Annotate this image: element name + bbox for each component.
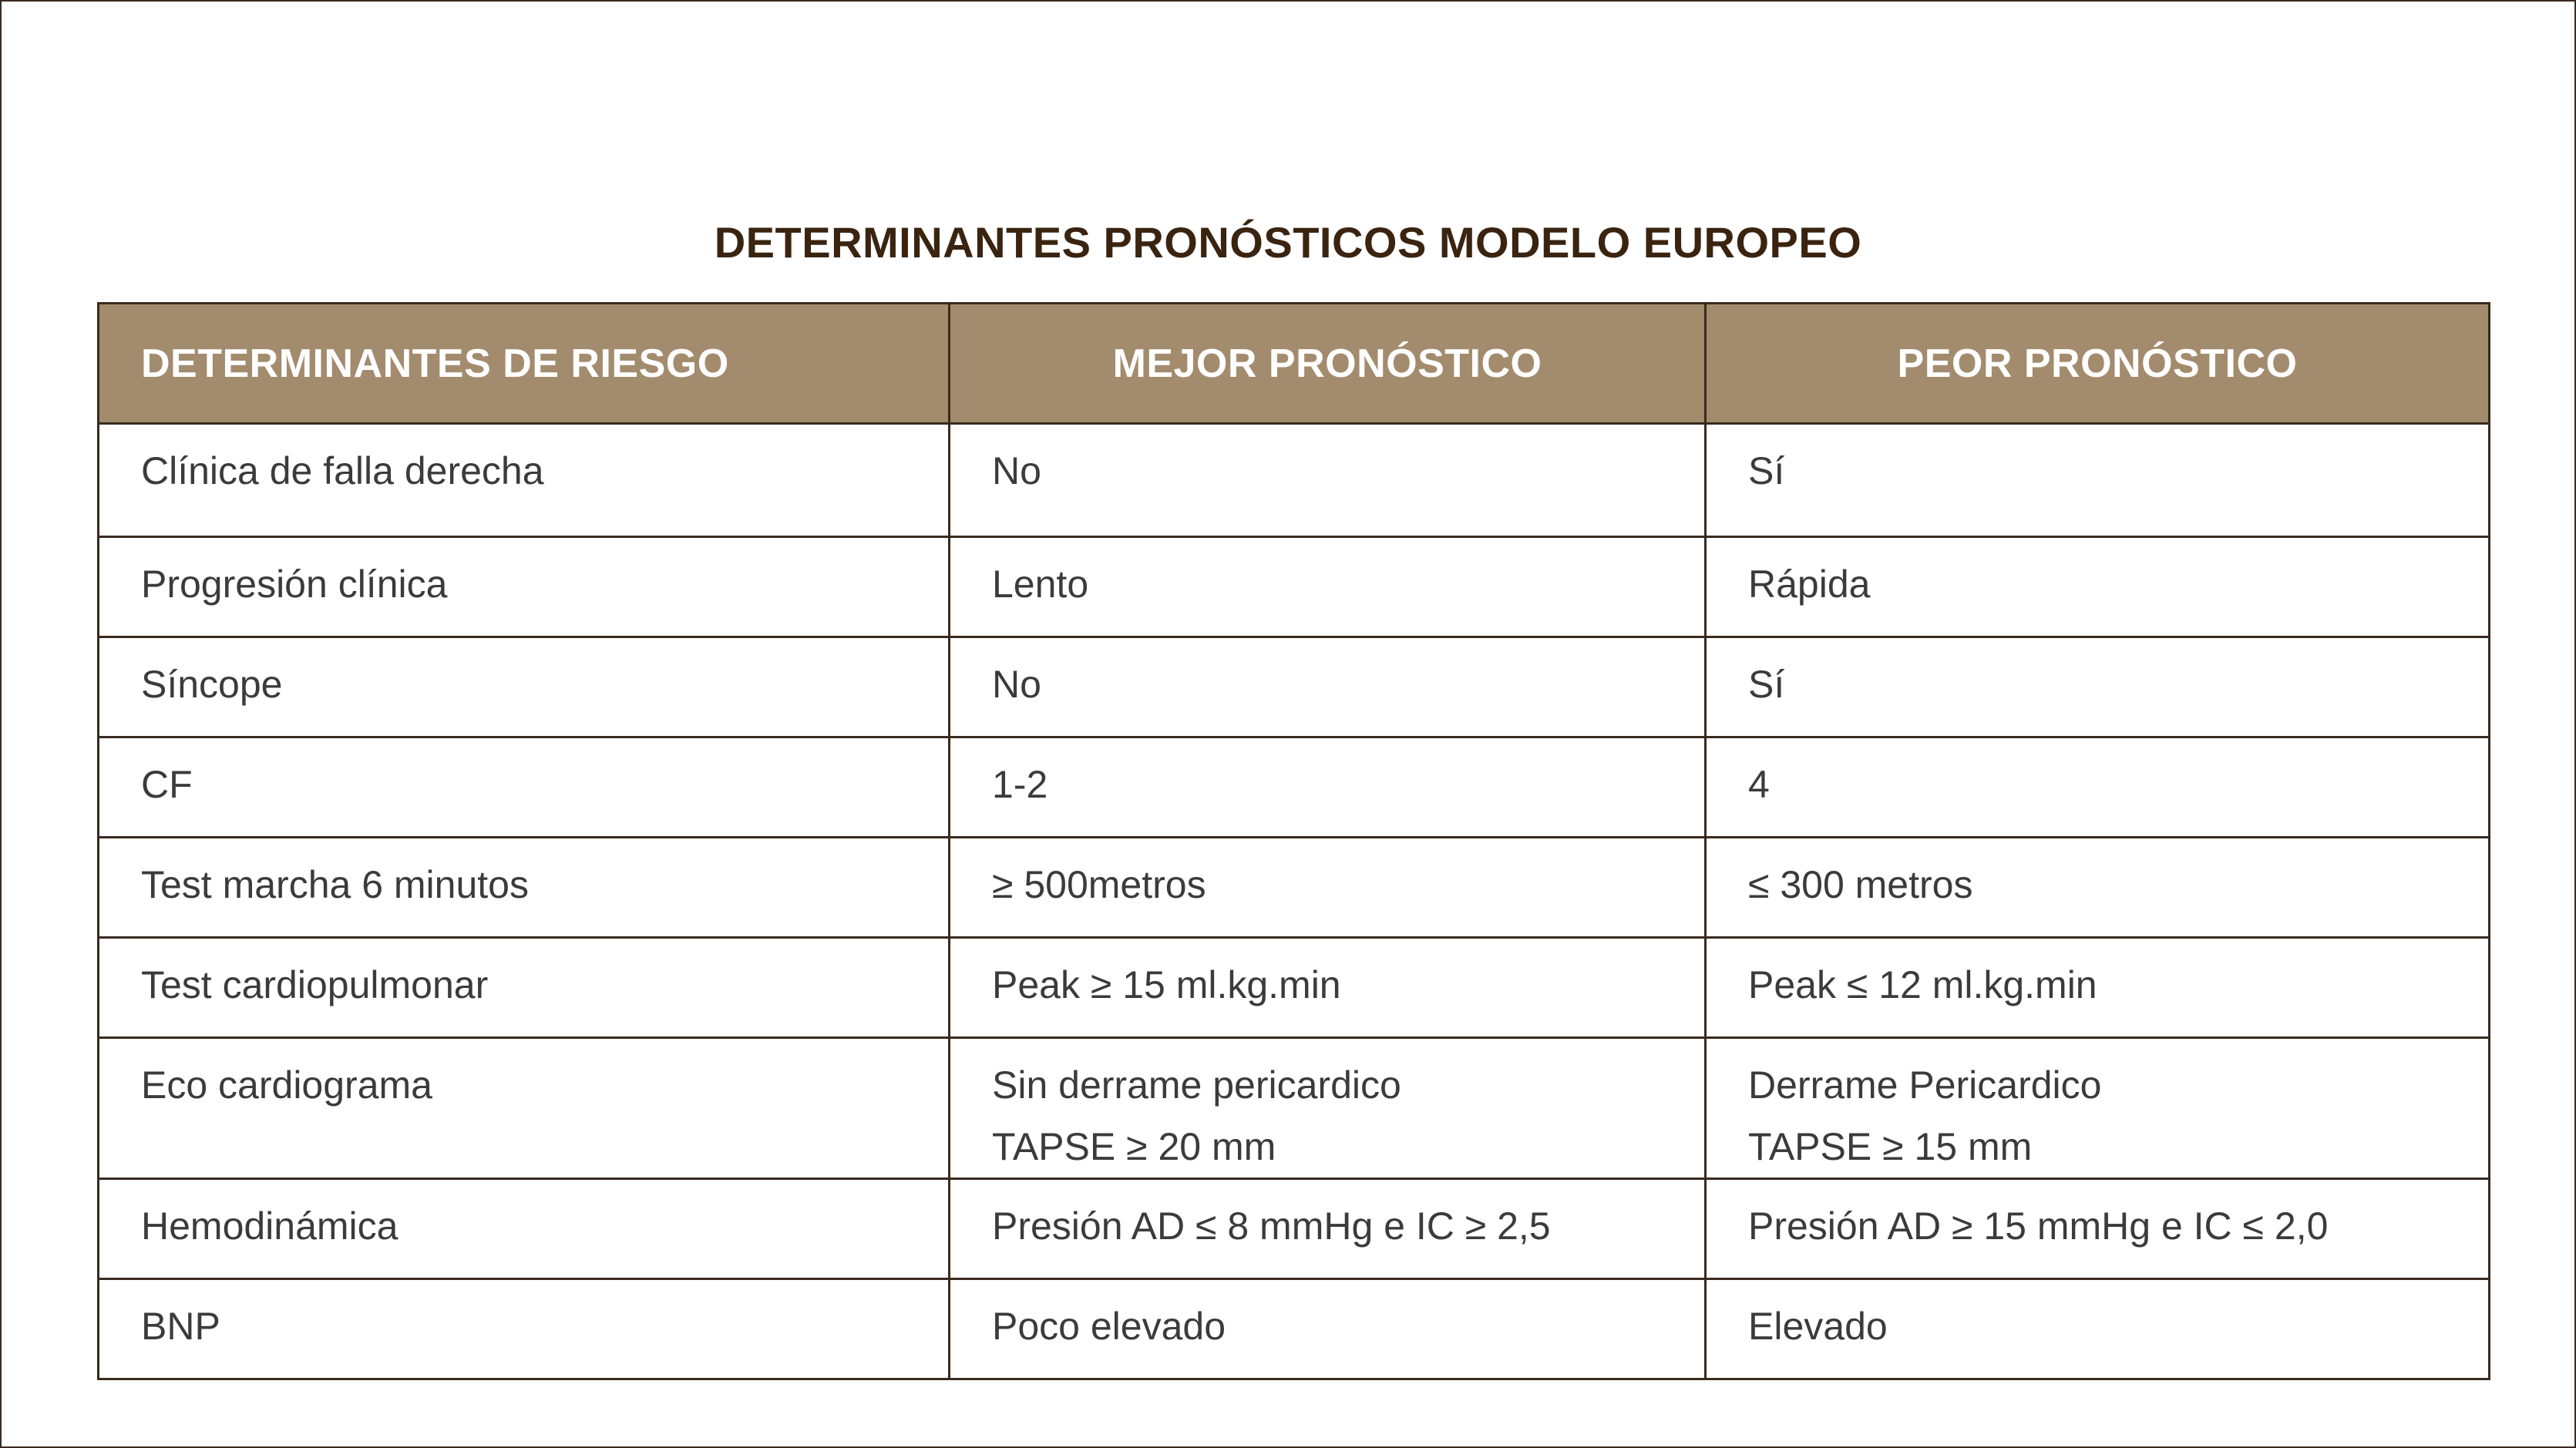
worst-cell (1706, 938, 2490, 1038)
factor-cell: Progresión clínica (99, 537, 950, 637)
factor-cell: Clínica de falla derecha (99, 424, 950, 537)
factor-cell: Síncope (99, 637, 950, 737)
table-row (99, 637, 2490, 737)
best-value: Presión AD ≤ 8 mmHg e IC ≥ 2,5 (992, 1204, 1551, 1248)
best-cell (950, 1038, 1706, 1179)
worst-cell (1706, 637, 2490, 737)
worst-value: ≤ 300 metros (1748, 863, 1973, 906)
best-value: 1-2 (992, 763, 1048, 806)
factor-cell: Eco cardiograma (99, 1038, 950, 1179)
header-risk-determinants: DETERMINANTES DE RIESGO (99, 304, 950, 424)
header-best-prognosis: MEJOR PRONÓSTICO (950, 304, 1706, 424)
table-row (99, 424, 2490, 537)
table-row (99, 1279, 2490, 1379)
best-cell (950, 938, 1706, 1038)
table-title: DETERMINANTES PRONÓSTICOS MODELO EUROPEO (714, 218, 1862, 267)
worst-cell (1706, 838, 2490, 938)
worst-value: Peak ≤ 12 ml.kg.min (1748, 963, 2097, 1006)
table-row (99, 537, 2490, 637)
best-cell (950, 637, 1706, 737)
header-worst-prognosis: PEOR PRONÓSTICO (1706, 304, 2490, 424)
factor-cell: CF (99, 737, 950, 838)
best-value: Sin derrame pericardico (992, 1063, 1401, 1107)
best-cell (950, 838, 1706, 938)
header-row (99, 304, 2490, 424)
worst-value: Elevado (1748, 1305, 1888, 1348)
table-row (99, 1179, 2490, 1279)
best-value: No (992, 449, 1041, 492)
best-cell (950, 737, 1706, 838)
best-cell (950, 424, 1706, 537)
worst-value: Sí (1748, 663, 1785, 706)
best-value: ≥ 500metros (992, 863, 1206, 906)
worst-value: TAPSE ≥ 15 mm (1748, 1125, 2033, 1168)
best-cell (950, 1179, 1706, 1279)
factor-cell: Test marcha 6 minutos (99, 838, 950, 938)
best-value: No (992, 663, 1041, 706)
worst-cell (1706, 537, 2490, 637)
worst-value: Sí (1748, 449, 1785, 492)
prognosis-table (97, 302, 2490, 1380)
worst-cell (1706, 1038, 2490, 1179)
factor-cell: Hemodinámica (99, 1179, 950, 1279)
worst-value: Rápida (1748, 563, 1871, 606)
worst-cell (1706, 1179, 2490, 1279)
best-cell (950, 1279, 1706, 1379)
best-value: Poco elevado (992, 1305, 1226, 1348)
table-row (99, 938, 2490, 1038)
factor-cell: BNP (99, 1279, 950, 1379)
best-value: Lento (992, 563, 1089, 606)
factor-cell: Test cardiopulmonar (99, 938, 950, 1038)
table-row (99, 1038, 2490, 1179)
worst-value: 4 (1748, 763, 1770, 806)
worst-cell (1706, 1279, 2490, 1379)
best-value: TAPSE ≥ 20 mm (992, 1125, 1276, 1168)
worst-cell (1706, 737, 2490, 838)
worst-value: Presión AD ≥ 15 mmHg e IC ≤ 2,0 (1748, 1204, 2329, 1248)
table-row (99, 737, 2490, 838)
table-row (99, 838, 2490, 938)
best-cell (950, 537, 1706, 637)
worst-cell (1706, 424, 2490, 537)
worst-value: Derrame Pericardico (1748, 1063, 2102, 1107)
best-value: Peak ≥ 15 ml.kg.min (992, 963, 1341, 1006)
